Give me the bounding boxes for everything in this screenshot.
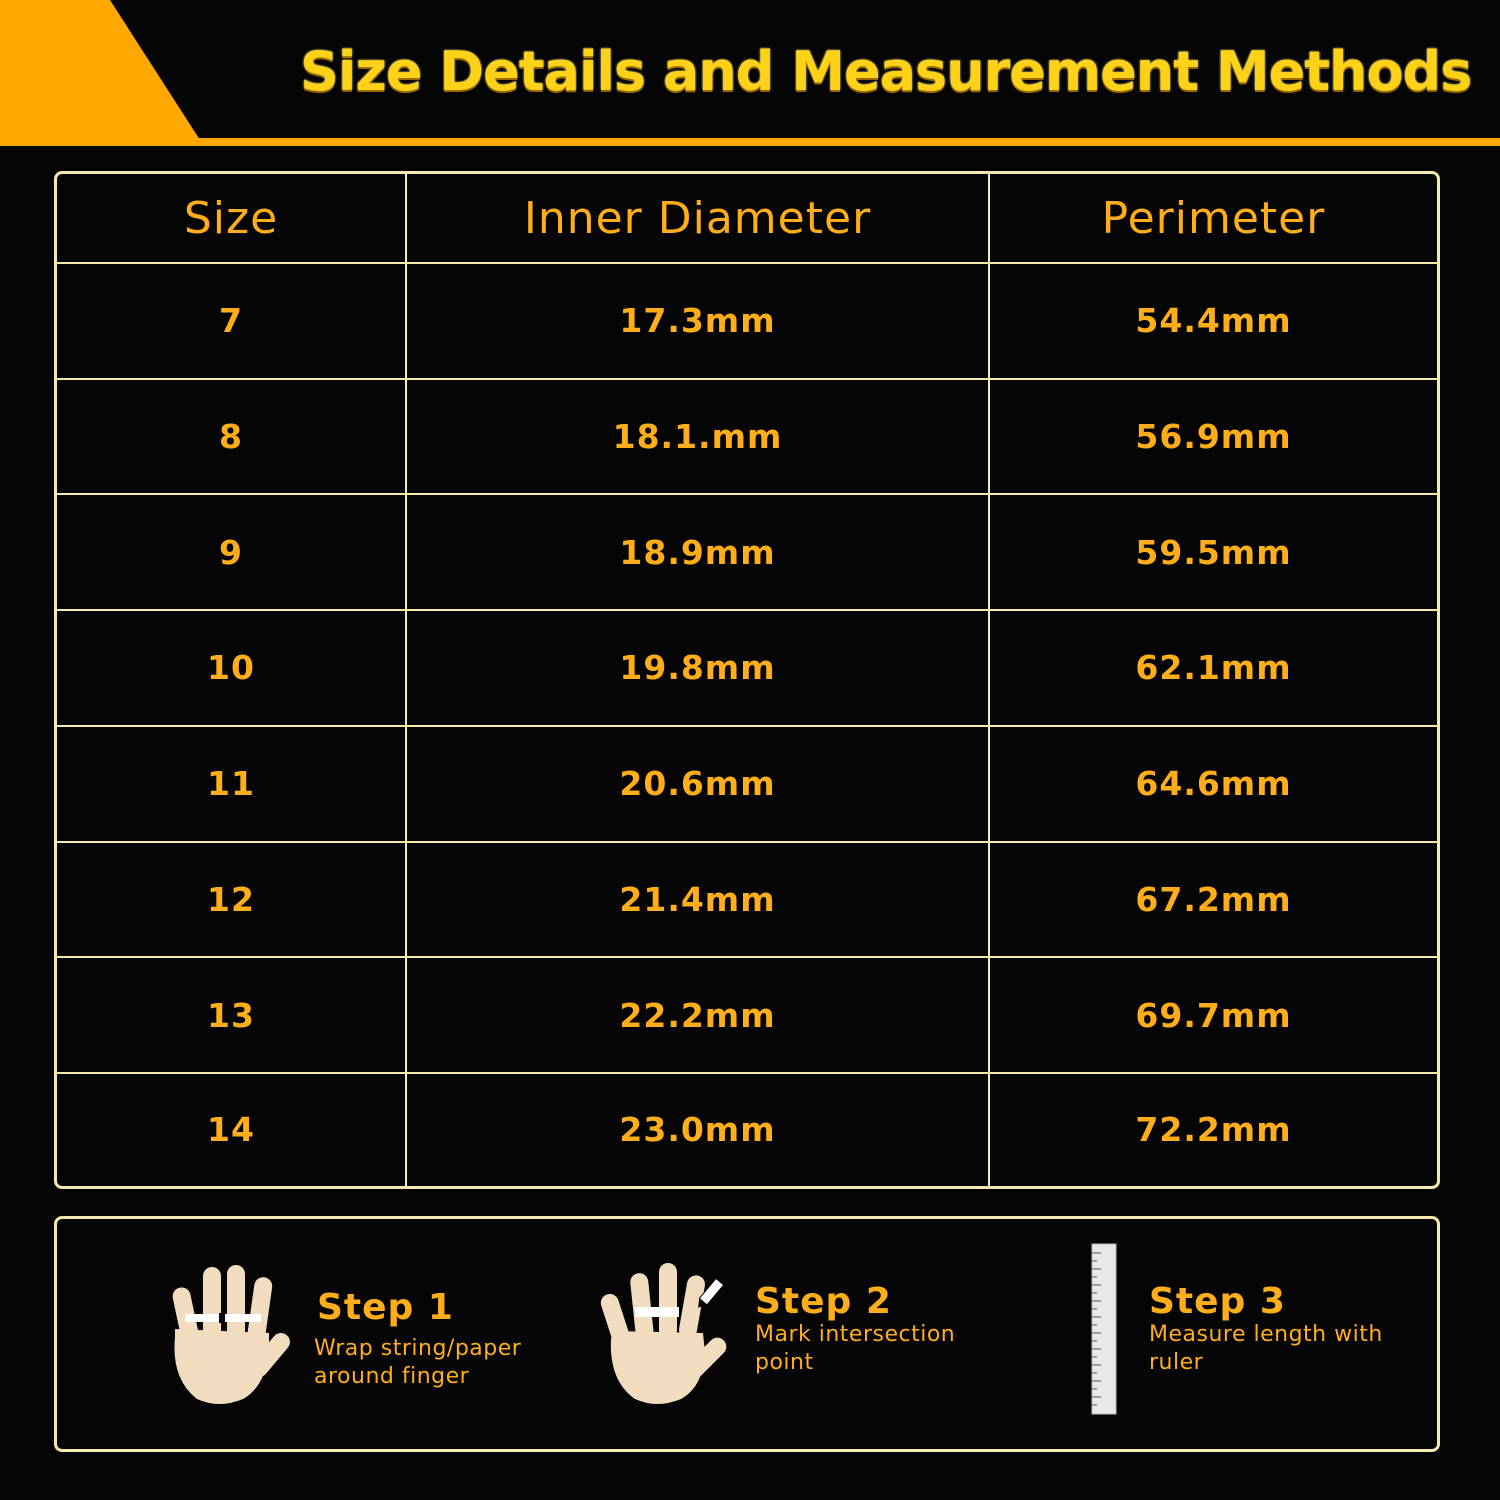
page-title: Size Details and Measurement Methods xyxy=(300,40,1472,103)
step-3 xyxy=(957,1219,1437,1449)
table-row xyxy=(57,494,1437,610)
perimeter-cell: 67.2mm xyxy=(989,842,1437,958)
step-1-title: Step 1 xyxy=(317,1287,454,1328)
size-cell: 12 xyxy=(57,842,406,958)
perimeter-cell: 62.1mm xyxy=(989,610,1437,726)
perimeter-cell: 72.2mm xyxy=(989,1073,1437,1186)
step-1-description: Wrap string/paper around finger xyxy=(314,1336,522,1389)
inner-diameter-cell: 17.3mm xyxy=(406,263,989,379)
size-cell: 10 xyxy=(57,610,406,726)
size-table-container xyxy=(54,171,1440,1189)
size-cell: 14 xyxy=(57,1073,406,1186)
measurement-steps-panel xyxy=(54,1216,1440,1452)
size-cell: 9 xyxy=(57,494,406,610)
step-1 xyxy=(57,1219,522,1449)
inner-diameter-cell: 18.9mm xyxy=(406,494,989,610)
inner-diameter-cell: 19.8mm xyxy=(406,610,989,726)
inner-diameter-cell: 18.1.mm xyxy=(406,379,989,495)
ruler-icon xyxy=(1091,1243,1119,1415)
step-2-title: Step 2 xyxy=(755,1281,892,1322)
step-2-description: Mark intersection point xyxy=(755,1322,956,1375)
perimeter-cell: 64.6mm xyxy=(989,726,1437,842)
step-3-title: Step 3 xyxy=(1149,1281,1286,1322)
table-row xyxy=(57,1073,1437,1186)
perimeter-cell: 69.7mm xyxy=(989,957,1437,1073)
size-cell: 13 xyxy=(57,957,406,1073)
table-row xyxy=(57,842,1437,958)
hand-with-string-icon xyxy=(157,1259,297,1409)
inner-diameter-cell: 22.2mm xyxy=(406,957,989,1073)
hand-with-pen-icon xyxy=(599,1259,739,1409)
table-header-row xyxy=(57,174,1437,263)
table-row xyxy=(57,379,1437,495)
table-row xyxy=(57,957,1437,1073)
inner-diameter-cell: 20.6mm xyxy=(406,726,989,842)
perimeter-cell: 56.9mm xyxy=(989,379,1437,495)
header-divider xyxy=(0,138,1500,146)
perimeter-cell: 59.5mm xyxy=(989,494,1437,610)
size-cell: 7 xyxy=(57,263,406,379)
header-corner-accent xyxy=(0,0,200,140)
table-row xyxy=(57,726,1437,842)
perimeter-cell: 54.4mm xyxy=(989,263,1437,379)
column-header-inner-diameter: Inner Diameter xyxy=(406,174,989,263)
table-row xyxy=(57,610,1437,726)
size-cell: 8 xyxy=(57,379,406,495)
inner-diameter-cell: 23.0mm xyxy=(406,1073,989,1186)
column-header-size: Size xyxy=(57,174,406,263)
column-header-perimeter: Perimeter xyxy=(989,174,1437,263)
table-row xyxy=(57,263,1437,379)
inner-diameter-cell: 21.4mm xyxy=(406,842,989,958)
size-cell: 11 xyxy=(57,726,406,842)
size-table xyxy=(57,174,1437,1186)
step-3-description: Measure length with ruler xyxy=(1149,1322,1383,1375)
step-2 xyxy=(507,1219,957,1449)
